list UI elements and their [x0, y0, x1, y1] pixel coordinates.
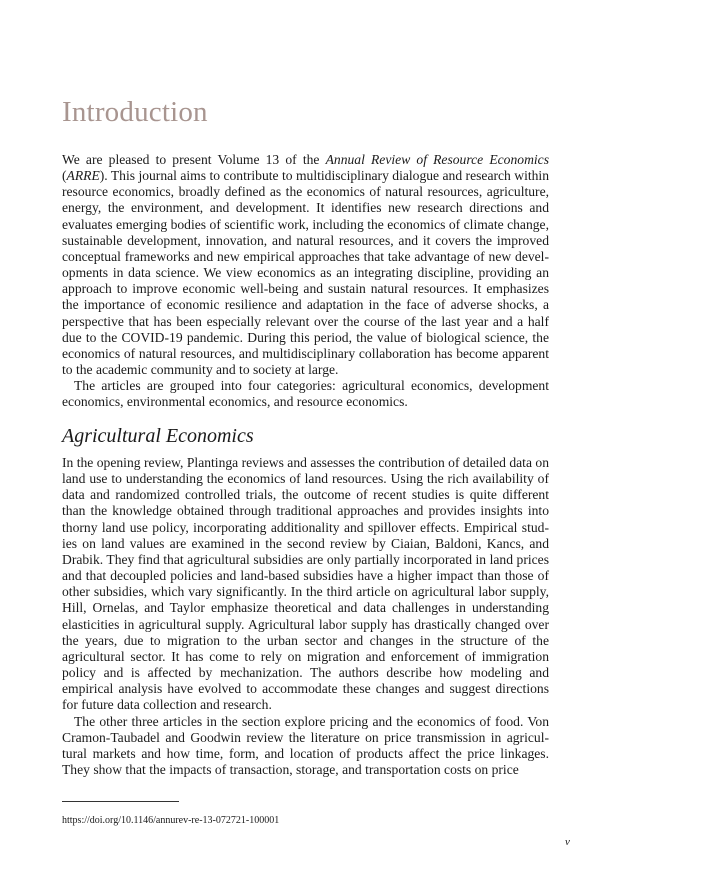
doi-link[interactable]: https://doi.org/10.1146/annurev-re-13-072721-100001	[62, 815, 280, 826]
page-number: v	[565, 836, 570, 848]
intro-paragraph-1	[62, 152, 549, 378]
journal-acronym: ARRE	[66, 168, 100, 184]
agri-paragraph-1: In the opening review, Plantinga reviews and assesses the contribution of detailed data on land use to understanding the economics of land resources. Using the rich availability of data and randomized controlled trials, the outcome of recent studies is quite different than the knowledge obtained through traditional approaches and provides insights into thorny land use policy, incorporating additionality and spillover effects. Empirical studies on land values are examined in the second review by Ciaian, Baldoni, Kancs, and Drabik. They find that agricultural subsidies are only partially incorporated in land prices and that decoupled policies and land-based subsidies have a higher impact than those of other subsidies, which vary significantly. In the third article on agricultural labor supply, Hill, Ornelas, and Taylor emphasize theoretical and data challenges in understanding elasticities in agricultural supply. Agricultural labor supply has drastically changed over the years, due to migration to the urban sector and changes in the structure of the agricultural sector. It has come to rely on migration and enforcement of immigration policy and is affected by mechanization. The authors describe how modeling and empirical analysis have evolved to accommodate these changes and suggest directions for future data collection and research.	[62, 455, 549, 713]
intro-paragraph-2: The articles are grouped into four categories: agricultural economics, development economics, environmental economics, and resource economics.	[62, 378, 549, 410]
intro-p1-lead: We are pleased to present Volume 13 of the	[62, 152, 326, 167]
page-title: Introduction	[62, 96, 208, 128]
intro-p1-paren: (	[62, 168, 67, 184]
footnote-divider	[62, 801, 179, 802]
section-heading: Agricultural Economics	[62, 425, 254, 447]
agricultural-economics-body	[62, 455, 549, 778]
intro-p1-rest: ). This journal aims to contribute to multidisciplinary dialogue and research within resource economics, broadly defined as the economics of natural resources, agriculture, energy, the environment, and development. It identifies new research directions and evaluates emerging bodies of scientific work, including the economics of climate change, sustainable development, innovation, and natural resources, and it covers the improved conceptual frameworks and new empirical approaches that take advantage of new developments in data science. We view economics as an integrating discipline, providing an approach to improve economic well-being and sustain natural resources. It emphasizes the importance of economic resilience and adaptation in the face of adverse shocks, a perspective that has been especially relevant over the course of the last year and a half due to the COVID-19 pandemic. During this period, the value of biological science, the economics of natural resources, and multidisciplinary collaboration has become apparent to the academic community and to society at large.	[62, 168, 549, 378]
introduction-body	[62, 152, 549, 411]
journal-title: Annual Review of Resource Economics	[325, 152, 549, 167]
agri-paragraph-2: The other three articles in the section explore pricing and the economics of food. Von Cramon-Taubadel and Goodwin review the literature on price transmission in agricultural markets and how time, form, and location of products affect the price linkages. They show that the impacts of transaction, storage, and transportation costs on price	[62, 713, 549, 777]
